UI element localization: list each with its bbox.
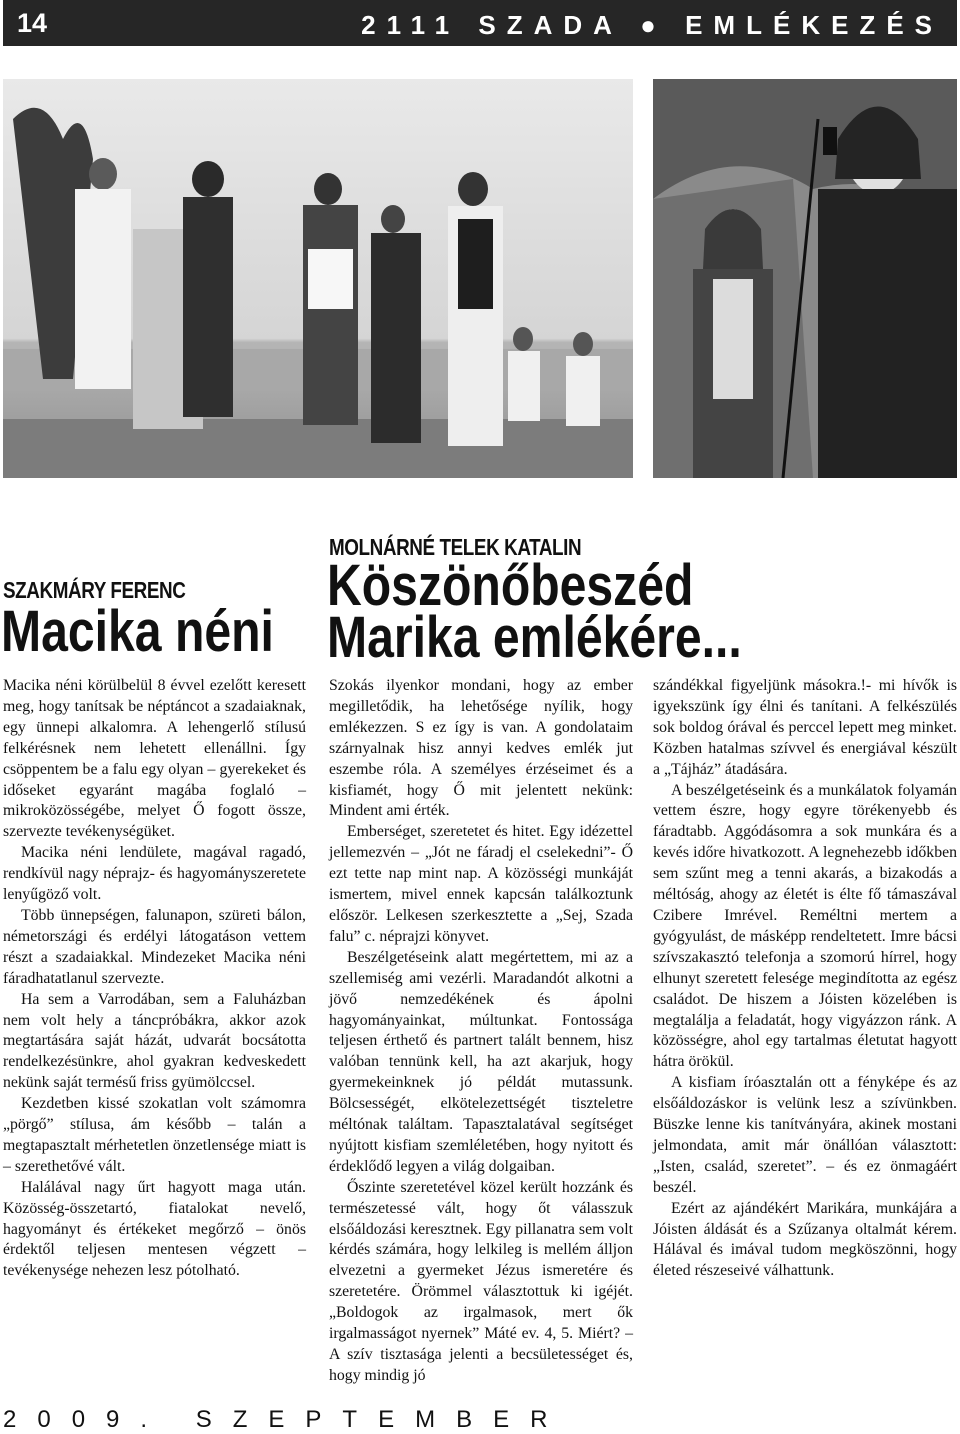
left-article-author: SZAKMÁRY FERENC (3, 577, 186, 603)
paragraph: Őszinte szeretetével közel került hozzánk és természetessé vált, hogy őt válasszuk elsőáldozási keresztnek. Egy pillanatra sem volt kérdés számára, hogy lelkileg is mellém álljon elvezetni a gyermeket Jézus ismeretére és szeretetére. Örömmel választottuk ki igéjét. „Boldogok az irgalmasok, mert ők irgalmasságot nyernek” Máté ev. 4, 5. Miért? – A szív tisztasága jelenti a becsületességet és, hogy mindig jó (329, 1178, 633, 1384)
speaker-photo (653, 79, 957, 478)
paragraph: Macika néni körülbelül 8 évvel ezelőtt keresett meg, hogy tanítsak be néptáncot a szadaiaknak, egy ünnepi alkalomra. A lehengerlő stílusú felkérésnek nem lehetett ellenállni. Így csöppentem be a falu egy olyan – gyerekeket és időseket egyaránt magába foglaló – mikroközösségébe, melyet Ő fogott össze, szervezte tevékenységüket. (3, 677, 306, 841)
paragraph: Ha sem a Varrodában, sem a Faluházban nem volt hely a táncpróbákra, akkor azok megtartására saját házát, udvarát bocsátotta rendelkezésünkre, ahol gyakran kedveskedett nekünk saját termésű friss gyümölccsel. (3, 990, 306, 1092)
ceremony-photo (3, 79, 633, 478)
page-number: 14 (17, 8, 48, 38)
left-article-body (3, 676, 306, 1282)
paragraph: Halálával nagy űrt hagyott maga után. Közösség-összetartó, fiatalokat nevelő, hagyományt és értékeket megőrző – önös érdektől teljesen mentesen végzett – tevékenysége nehezen lesz pótolható. (3, 1178, 306, 1280)
paragraph: A beszélgetéseink és a munkálatok folyamán vettem észre, hogy egyre törékenyebb és fáradtabb. Aggódásomra a sok munkára és a kevés időre hivatkozott. A legnehezebb időkben sem szűnt meg a tenni akarás, a bizakodás a méltóság, ahogy az életét is élte fő támaszával Czibere Imrével. Reméltni mertem a gyógyulást, de másképp rendeltetett. Imre bácsi szívszakasztó telefonja a szomorú hírrel, hogy elhunyt szeretett felesége megindította az egész családot. De hiszem a Jóisten közelében is megtalálja a feladatát, hogy vigyázzon ránk. A közösségre, ahol egy tartalmas életutat hagyott hátra örökül. (653, 781, 957, 1071)
issue-date: 2009. SZEPTEMBER (3, 1406, 569, 1433)
left-article-title: Macika néni (1, 599, 274, 664)
paragraph: A kisfiam íróasztalán ott a fényképe és az elsőáldozáskor is velünk lesz a szívünkben. Büszke lenne kis tanítványára, akinek mostani jelmondata, amit már önállóan választott: „Isten, család, szeretet”. – és ez önmagáért beszél. (653, 1074, 957, 1196)
paragraph: Szokás ilyenkor mondani, hogy az ember megilletődik, ha lehetősége nyílik, hogy emlékezzen. S ez így is van. A gondolataim szárnyalnak hisz annyi kedves emlék jut eszembe róla. A személyes érzéseimet és a kisfiamét, hogy Ő mit jelentett nekünk: Mindent ami érték. (329, 677, 633, 820)
paragraph: Emberséget, szeretetet és hitet. Egy idézettel jellemezvén – „Jót ne fáradj el cselekedni”- Ő ezt tette nap mint nap. A közösségi munkáját ismertem, mivel ennek kapcsán találkoztunk először. Lelkesen szerkesztette a „Sej, Szada falu” c. néprajzi könyvet. (329, 823, 633, 945)
paragraph: szándékkal figyeljünk másokra.!- mi hívők is igyekszünk így élni és tanítani. A felkészülés sok boldog órával és perccel lepett meg minket. Közben hatalmas szívvel és energiával készült a „Tájház” átadására. (653, 677, 957, 778)
paragraph: Kezdetben kissé szokatlan volt számomra „pörgő” stílusa, ám később – talán a megtapasztalt mérhetetlen önzetlensége miatt is – szerethetővé vált. (3, 1095, 306, 1175)
right-article-title-line2: Marika emlékére... (327, 605, 742, 670)
right-article-body-column-2 (653, 676, 957, 1282)
paragraph: Beszélgetéseink alatt megértettem, mi az a szellemiség ami vezérli. Maradandót alkotni a jövő nemzedékének és ápolni hagyományainkat, múltunkat. Fontossága teljesen érthető és partnert talált bennem, hisz valóban tennünk kell, ha azt akarjuk, hogy gyermekeinknek jó példát mutassunk. Bölcsességét, elkötelezettségét tiszteletre méltónak találtam. Tapasztalatával segítséget nyújtott kisfiam szemléletében, hogy nyitott és érdeklődő legyen a világ dolgaiban. (329, 948, 633, 1175)
section-title: 2111 SZADA ● EMLÉKEZÉS (361, 10, 943, 40)
right-article-author: MOLNÁRNÉ TELEK KATALIN (329, 534, 582, 560)
right-article-body-column-1 (329, 676, 633, 1387)
page-header (3, 0, 957, 46)
paragraph: Macika néni lendülete, magával ragadó, rendkívül nagy néprajz- és hagyományszeretete lenyűgöző volt. (3, 844, 306, 904)
right-article-title-line1: Köszönőbeszéd (327, 553, 694, 618)
paragraph: Ezért az ajándékért Marikára, munkájára a Jóisten áldását és a Szűzanya oltalmát kérem. Hálával és imával tudom megköszönni, hogy életed részeseivé válhattunk. (653, 1199, 957, 1280)
paragraph: Több ünnepségen, falunapon, szüreti bálon, németországi és erdélyi látogatáson vettem részt a szadaiakkal. Mindezeket Macika néni fáradhatatlanul szervezte. (3, 906, 306, 987)
